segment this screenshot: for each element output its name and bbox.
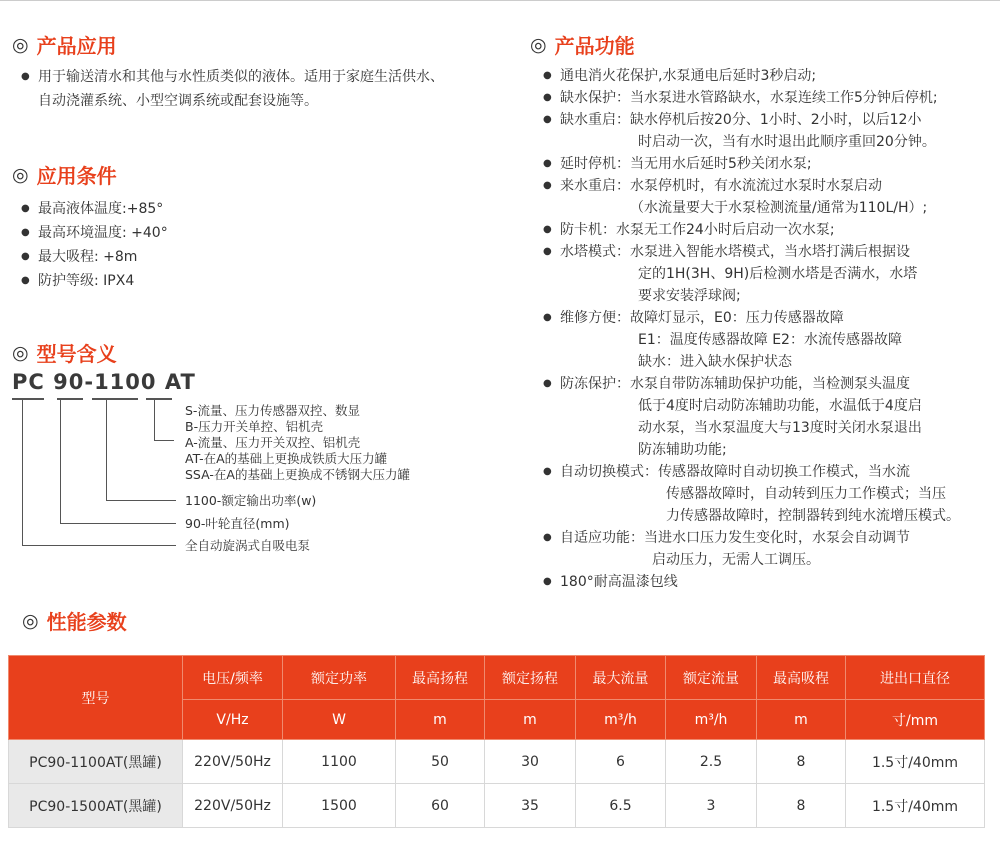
bullet-icon: ● xyxy=(543,92,552,103)
table-unit-cell: m xyxy=(396,700,485,740)
condition-text: 最高液体温度:+85° xyxy=(38,201,164,217)
function-text-cont: E1：温度传感器故障 E2：水流传感器故障 xyxy=(638,332,902,348)
function-text: 缺水保护：当水泵进水管路缺水，水泵连续工作5分钟后停机; xyxy=(560,90,938,106)
suffix-connector-v xyxy=(154,400,155,440)
bullet-icon: ● xyxy=(543,180,552,191)
function-text-cont: 防冻辅助功能; xyxy=(638,442,727,458)
model-cell: PC90-1100AT(黑罐) xyxy=(9,740,183,784)
function-item xyxy=(543,241,910,264)
condition-text: 防护等级: IPX4 xyxy=(38,273,135,289)
table-header-cell: 最高扬程 xyxy=(396,656,485,700)
pc-connector-v xyxy=(22,400,23,545)
table-header-cell: 最大流量 xyxy=(576,656,666,700)
table-header-cell: 最高吸程 xyxy=(757,656,846,700)
condition-item xyxy=(21,222,168,244)
function-item xyxy=(543,65,817,88)
bullet-icon: ● xyxy=(21,203,30,214)
model-meaning-title: 型号含义 xyxy=(36,342,117,366)
functions-title: 产品功能 xyxy=(554,34,635,58)
application-line1: 用于输送清水和其他与水性质类似的液体。适用于家庭生活供水、 xyxy=(38,69,444,85)
functions-section-title xyxy=(530,30,635,59)
suffix-legend-line: SSA-在A的基础上更换成不锈钢大压力罐 xyxy=(185,467,410,482)
table-header-row xyxy=(9,656,985,700)
conditions-section-title xyxy=(12,160,117,189)
conditions-title: 应用条件 xyxy=(36,164,117,188)
function-item xyxy=(543,219,835,242)
power-connector-v xyxy=(106,400,107,500)
function-item xyxy=(543,373,910,396)
bullet-icon: ● xyxy=(543,312,552,323)
function-text: 自动切换模式：传感器故障时自动切换工作模式，当水流 xyxy=(560,464,910,480)
performance-title: 性能参数 xyxy=(46,610,127,634)
suffix-connector-h xyxy=(154,440,174,441)
table-cell: 2.5 xyxy=(666,740,757,784)
table-unit-cell: V/Hz xyxy=(183,700,283,740)
function-item xyxy=(543,109,922,132)
performance-table xyxy=(8,655,985,828)
function-text-cont: 定的1H(3H、9H)后检测水塔是否满水，水塔 xyxy=(638,266,918,282)
impeller-legend: 90-叶轮直径(mm) xyxy=(185,516,290,531)
table-header-cell: 进出口直径 xyxy=(846,656,985,700)
function-text: 延时停机：当无用水后延时5秒关闭水泵; xyxy=(560,156,812,172)
table-cell: 3 xyxy=(666,784,757,828)
table-cell: 1.5寸/40mm xyxy=(846,740,985,784)
table-cell: 50 xyxy=(396,740,485,784)
table-cell: 60 xyxy=(396,784,485,828)
function-text: 通电消火花保护,水泵通电后延时3秒启动; xyxy=(560,68,817,84)
function-text: 维修方便：故障灯显示，E0：压力传感器故障 xyxy=(560,310,844,326)
function-item xyxy=(543,153,812,176)
function-text: 缺水重启：缺水停机后按20分、1小时、2小时，以后12小 xyxy=(560,112,922,128)
function-text-cont: 力传感器故障时，控制器转到纯水流增压模式。 xyxy=(666,508,960,524)
circle-mark-icon: ◎ xyxy=(12,341,29,364)
table-cell: 8 xyxy=(757,740,846,784)
function-text-cont: 时启动一次，当有水时退出此顺序重回20分钟。 xyxy=(638,134,936,150)
top-divider xyxy=(0,0,1000,1)
model-code-number: 90-1100 xyxy=(53,370,157,394)
application-section-title xyxy=(12,30,117,59)
function-item xyxy=(543,571,678,594)
bullet-icon: ● xyxy=(543,532,552,543)
function-text: 防卡机：水泵无工作24小时后启动一次水泵; xyxy=(560,222,835,238)
function-item xyxy=(543,175,882,198)
application-title: 产品应用 xyxy=(36,34,117,58)
table-cell: 1500 xyxy=(283,784,396,828)
suffix-legend-line: B-压力开关单控、铝机壳 xyxy=(185,419,324,434)
pc-legend: 全自动旋涡式自吸电泵 xyxy=(185,538,311,553)
table-row xyxy=(9,740,985,784)
function-text-cont: 传感器故障时，自动转到压力工作模式；当压 xyxy=(666,486,946,502)
power-legend: 1100-额定输出功率(w) xyxy=(185,493,317,508)
application-text-line2: 自动浇灌系统、小型空调系统或配套设施等。 xyxy=(38,93,318,109)
bullet-icon: ● xyxy=(21,251,30,262)
model-code-pc: PC xyxy=(12,370,45,394)
performance-section-title xyxy=(22,606,127,635)
bullet-icon: ● xyxy=(543,378,552,389)
function-text-cont: 动水泵，当水泵温度大与13度时关闭水泵退出 xyxy=(638,420,922,436)
bullet-icon: ● xyxy=(543,158,552,169)
pc-underline xyxy=(12,398,44,400)
power-connector-h xyxy=(106,500,176,501)
power-underline xyxy=(92,398,138,400)
bullet-icon: ● xyxy=(543,114,552,125)
circle-mark-icon: ◎ xyxy=(22,609,39,632)
table-unit-cell: W xyxy=(283,700,396,740)
circle-mark-icon: ◎ xyxy=(12,163,29,186)
impeller-connector-h xyxy=(60,523,176,524)
table-header-cell: 电压/频率 xyxy=(183,656,283,700)
pc-connector-h xyxy=(22,545,176,546)
model-code-suffix: AT xyxy=(164,370,196,394)
bullet-icon: ● xyxy=(543,246,552,257)
function-item xyxy=(543,87,938,110)
table-header-cell: 额定扬程 xyxy=(485,656,576,700)
function-text-cont: （水流量要大于水泵检测流量/通常为110L/H）; xyxy=(630,200,928,216)
function-text-cont: 启动压力，无需人工调压。 xyxy=(652,552,820,568)
function-item xyxy=(543,461,910,484)
function-text: 来水重启：水泵停机时，有水流流过水泵时水泵启动 xyxy=(560,178,882,194)
application-text-line1 xyxy=(21,66,444,88)
table-cell: 1100 xyxy=(283,740,396,784)
model-meaning-section-title xyxy=(12,338,117,367)
function-item xyxy=(543,307,844,330)
suffix-legend-line: AT-在A的基础上更换成铁质大压力罐 xyxy=(185,451,388,466)
bullet-icon: ● xyxy=(543,576,552,587)
bullet-icon: ● xyxy=(21,71,30,82)
bullet-icon: ● xyxy=(543,466,552,477)
table-header-cell: 额定功率 xyxy=(283,656,396,700)
function-text-cont: 要求安装浮球阀; xyxy=(638,288,741,304)
table-unit-cell: m³/h xyxy=(576,700,666,740)
table-row xyxy=(9,784,985,828)
bullet-icon: ● xyxy=(543,70,552,81)
condition-text: 最高环境温度: +40° xyxy=(38,225,168,241)
impeller-connector-v xyxy=(60,400,61,523)
model-cell: PC90-1500AT(黑罐) xyxy=(9,784,183,828)
suffix-underline xyxy=(146,398,172,400)
model-code xyxy=(12,370,196,394)
suffix-legend-line: A-流量、压力开关双控、铝机壳 xyxy=(185,435,361,450)
bullet-icon: ● xyxy=(543,224,552,235)
table-unit-cell: m xyxy=(757,700,846,740)
table-unit-cell: m³/h xyxy=(666,700,757,740)
function-text: 水塔模式：水泵进入智能水塔模式，当水塔打满后根据设 xyxy=(560,244,910,260)
suffix-legend-line: S-流量、压力传感器双控、数显 xyxy=(185,403,360,418)
function-item xyxy=(543,527,910,550)
condition-item xyxy=(21,270,135,292)
condition-item xyxy=(21,198,164,220)
function-text-cont: 低于4度时启动防冻辅助功能，水温低于4度启 xyxy=(638,398,922,414)
bullet-icon: ● xyxy=(21,227,30,238)
circle-mark-icon: ◎ xyxy=(12,33,29,56)
table-cell: 6 xyxy=(576,740,666,784)
table-cell: 1.5寸/40mm xyxy=(846,784,985,828)
circle-mark-icon: ◎ xyxy=(530,33,547,56)
table-cell: 8 xyxy=(757,784,846,828)
model-header: 型号 xyxy=(9,656,183,740)
table-cell: 220V/50Hz xyxy=(183,740,283,784)
table-header-cell: 额定流量 xyxy=(666,656,757,700)
condition-item xyxy=(21,246,138,268)
table-cell: 35 xyxy=(485,784,576,828)
table-cell: 220V/50Hz xyxy=(183,784,283,828)
function-text-cont: 缺水：进入缺水保护状态 xyxy=(638,354,792,370)
function-text: 180°耐高温漆包线 xyxy=(560,574,678,590)
function-text: 自适应功能：当进水口压力发生变化时，水泵会自动调节 xyxy=(560,530,910,546)
condition-text: 最大吸程: +8m xyxy=(38,249,138,265)
table-cell: 6.5 xyxy=(576,784,666,828)
table-cell: 30 xyxy=(485,740,576,784)
table-unit-cell: m xyxy=(485,700,576,740)
table-unit-cell: 寸/mm xyxy=(846,700,985,740)
function-text: 防冻保护：水泵自带防冻辅助保护功能，当检测泵头温度 xyxy=(560,376,910,392)
bullet-icon: ● xyxy=(21,275,30,286)
